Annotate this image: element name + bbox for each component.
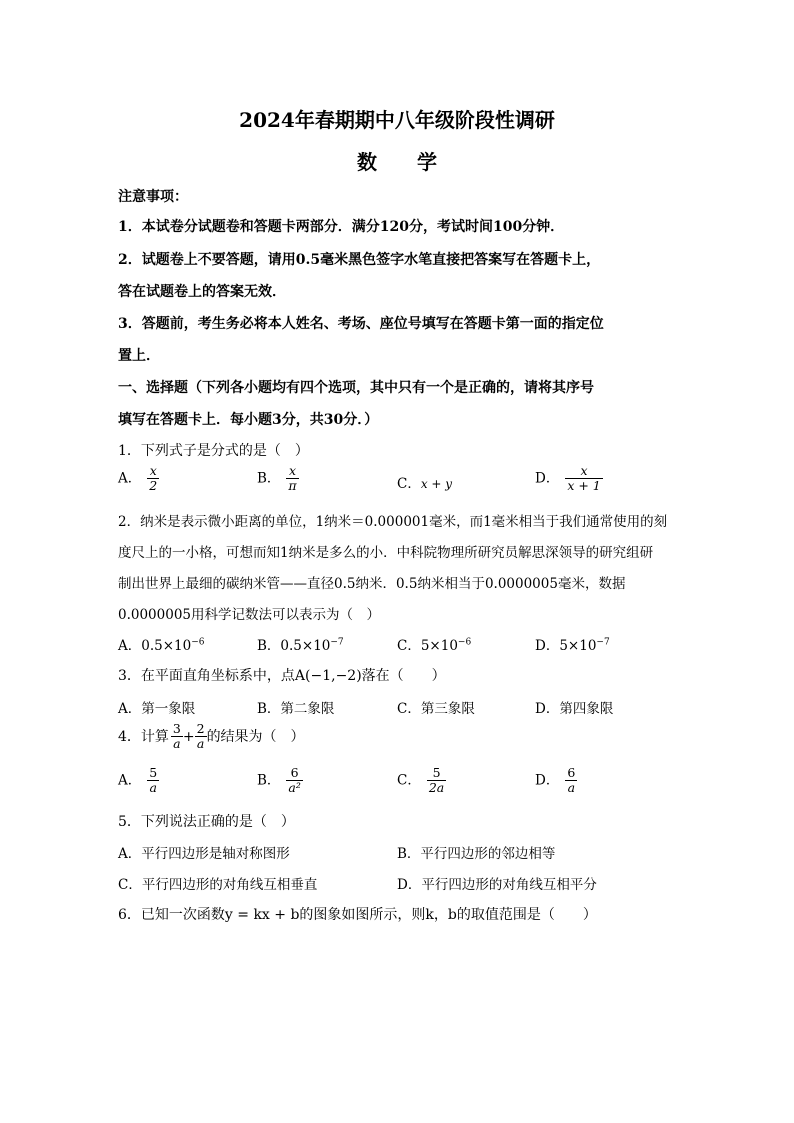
q1-option-b: B． $\frac{x}{\pi}$ xyxy=(257,463,297,494)
q2-option-d: D．$5\times 10^{-7}$ xyxy=(535,637,610,654)
q3-option-c: C．第三象限 xyxy=(397,701,475,717)
question-4-stem: 4．计算 $\frac{3}{a}$ + $\frac{2}{a}$ 的结果为（ ） xyxy=(118,721,305,752)
q2-option-b: B．$0.5\times 10^{-7}$ xyxy=(257,637,344,654)
section-heading: 一、选择题（下列各小题均有四个选项，其中只有一个是正确的，请将其序号 xyxy=(118,380,594,396)
q3-option-a: A．第一象限 xyxy=(118,701,196,717)
q5-option-d: D．平行四边形的对角线互相平分 xyxy=(397,877,597,893)
question-5-stem: 5．下列说法正确的是（ ） xyxy=(118,814,295,830)
q4-option-c: C． $\frac{5}{2a}$ xyxy=(397,765,445,796)
q3-option-b: B．第二象限 xyxy=(257,701,335,717)
q2-option-a: A．$0.5\times 10^{-6}$ xyxy=(118,637,205,654)
q2-option-c: C．$5\times 10^{-6}$ xyxy=(397,637,472,654)
question-2-line-4: 0.0000005用科学记数法可以表示为（ ） xyxy=(118,607,381,623)
q4-option-d: D． $\frac{6}{a}$ xyxy=(535,765,576,796)
notice-item-3: 3．答题前，考生务必将本人姓名、考场、座位号填写在答题卡第一面的指定位 xyxy=(118,316,604,332)
question-2-line-2: 度尺上的一小格，可想而知1纳米是多么的小．中科院物理所研究员解思深领导的研究组研 xyxy=(118,545,654,561)
notice-item-2: 2．试题卷上不要答题，请用0.5毫米黑色签字水笔直接把答案写在答题卡上， xyxy=(118,252,601,268)
q4-option-a: A． $\frac{5}{a}$ xyxy=(118,765,158,796)
section-heading-cont: 填写在答题卡上．每小题3分，共30分．） xyxy=(118,412,379,428)
notice-item-1: 1．本试卷分试题卷和答题卡两部分．满分120分，考试时间100分钟． xyxy=(118,219,565,235)
q3-option-d: D．第四象限 xyxy=(535,701,614,717)
notice-item-3-cont: 置上． xyxy=(118,348,160,364)
q4-option-b: B． $\frac{6}{\text{a²}}$ xyxy=(257,765,301,796)
question-2-line-1: 2．纳米是表示微小距离的单位，1纳米＝0.000001毫米，而1毫米相当于我们通常使用的刻 xyxy=(118,514,668,530)
question-3-stem: 3．在平面直角坐标系中，点A(−1,−2)落在（ ） xyxy=(118,668,446,684)
notice-item-2-cont: 答在试题卷上的答案无效． xyxy=(118,284,286,300)
question-1-stem: 1．下列式子是分式的是（ ） xyxy=(118,443,309,459)
q1-option-c: C．x + y xyxy=(397,476,453,492)
question-2-line-3: 制出世界上最细的碳纳米管——直径0.5纳米．0.5纳米相当于0.0000005毫米，数据 xyxy=(118,576,626,592)
question-6-stem: 6．已知一次函数y = kx + b的图象如图所示，则k，b的取值范围是（ ） xyxy=(118,907,597,923)
q5-option-a: A．平行四边形是轴对称图形 xyxy=(118,846,290,862)
q5-option-b: B．平行四边形的邻边相等 xyxy=(397,846,556,862)
q5-option-c: C．平行四边形的对角线互相垂直 xyxy=(118,877,318,893)
subject-title: 数 学 xyxy=(357,150,437,174)
q1-option-d: D． $\frac{x}{x + 1}$ xyxy=(535,463,601,494)
exam-title: 2024年春期期中八年级阶段性调研 xyxy=(239,108,555,132)
notice-heading: 注意事项： xyxy=(118,189,188,205)
q1-option-a: A． $\frac{x}{2}$ xyxy=(118,463,158,494)
